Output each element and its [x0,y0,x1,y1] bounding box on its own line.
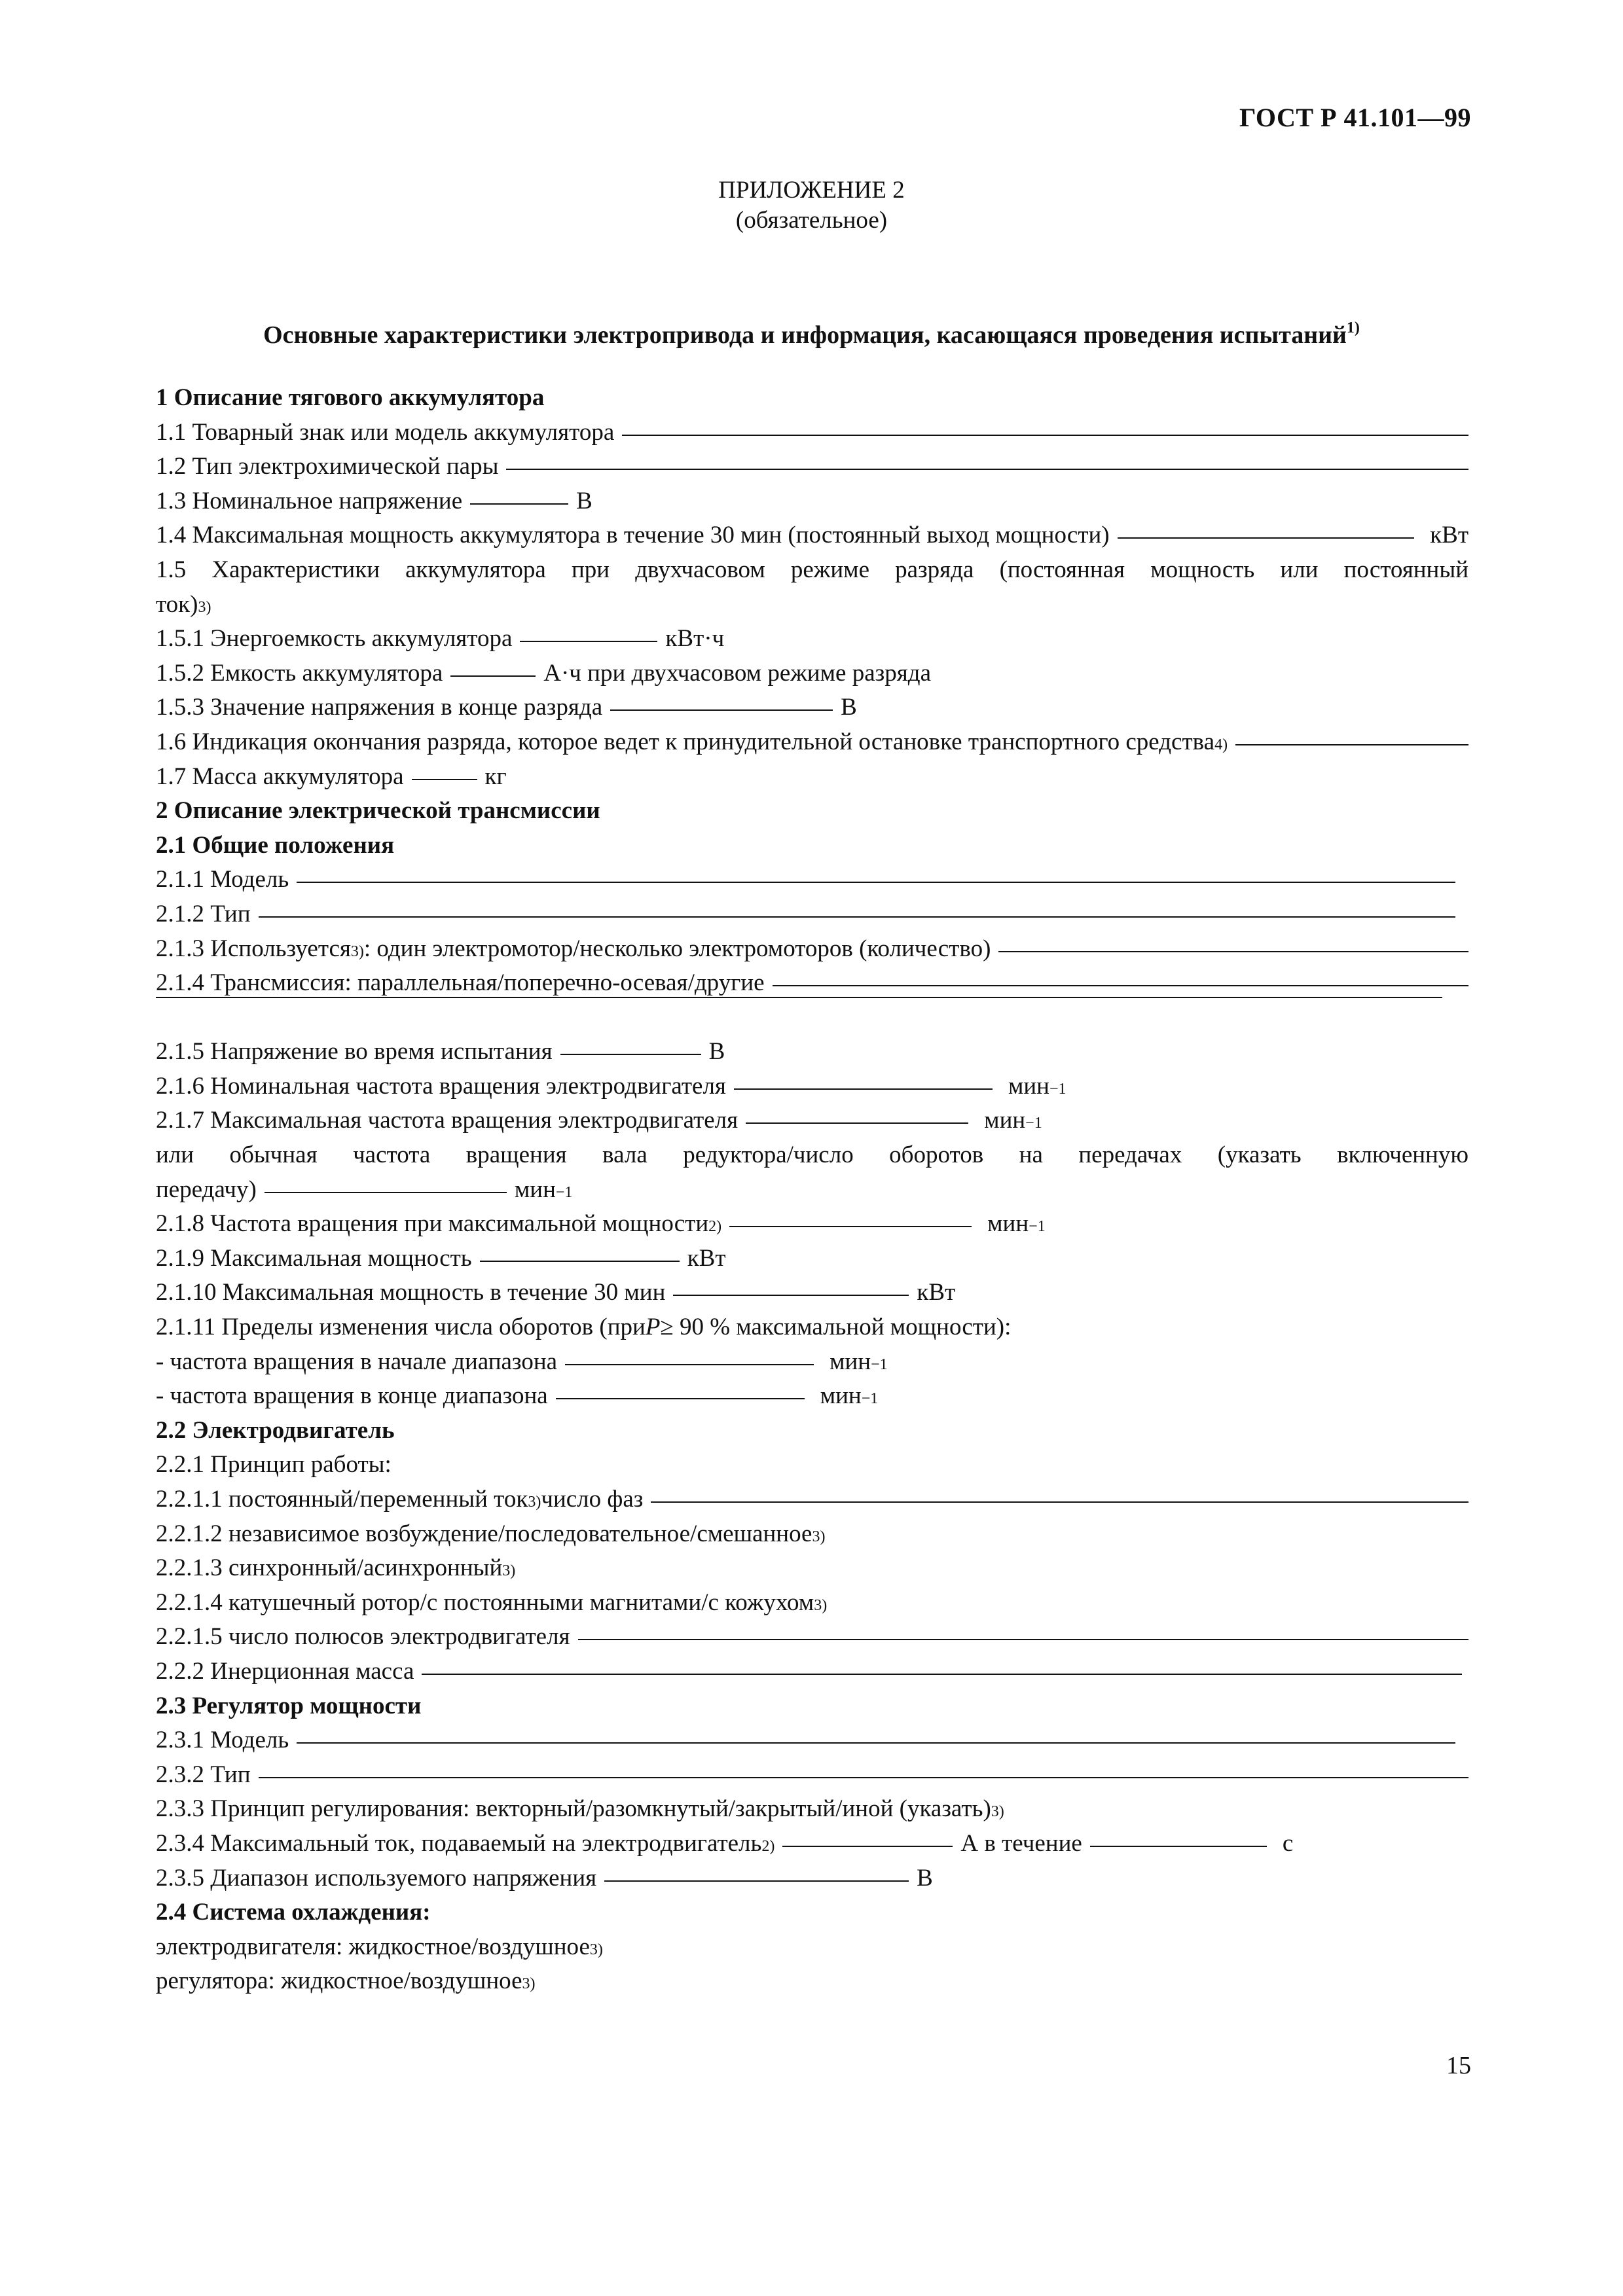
form-line: передачу) мин −1 [156,1173,1468,1208]
form-line: 2.3.4 Максимальный ток, подаваемый на электродвигатель 2) А в течение с [156,1827,1468,1861]
fill-in-field[interactable] [729,1226,972,1227]
field-label: число фаз [541,1486,644,1513]
form-line-justified: или обычная частота вращения вала редуктора/число оборотов на передачах (указать включенную [156,1141,1468,1169]
field-label: 1.5.1 Энергоемкость аккумулятора [156,625,513,653]
field-label: 2.1.1 Модель [156,866,289,893]
section-heading: 2 Описание электрической трансмиссии [156,797,600,825]
form-line [156,450,1468,484]
fill-in-field[interactable] [470,503,568,505]
form-line: 2.1.7 Максимальная частота вращения электродвигателя мин −1 [156,1103,1468,1138]
fill-in-field[interactable] [297,882,1455,883]
fill-in-field[interactable] [560,1054,701,1055]
fill-in-field[interactable] [480,1261,680,1262]
field-label: 2.1.2 Тип [156,900,251,927]
form-line [156,691,1468,725]
footnote-ref: 1) [1346,319,1360,336]
fill-in-field[interactable] [297,1742,1455,1744]
form-line [156,1758,1468,1793]
field-label: 1.3 Номинальное напряжение [156,487,463,514]
field-label: 2.1.11 Пределы изменения числа оборотов (при [156,1314,646,1341]
form-line: ток) 3) [156,588,1468,622]
appendix-label: ПРИЛОЖЕНИЕ 2 [718,177,905,204]
form-line [156,518,1468,553]
form-line: - частота вращения в конце диапазона мин −1 [156,1379,1468,1414]
fill-in-field[interactable] [1090,1846,1267,1847]
unit-label: мин [987,1210,1029,1238]
form-line: электродвигателя: жидкостное/воздушное 3) [156,1930,1468,1965]
field-label: 1.7 Масса аккумулятора [156,762,404,790]
fill-in-field[interactable] [998,951,1468,952]
unit-label: кг [484,762,507,790]
field-label: - частота вращения в начале диапазона [156,1348,558,1375]
document-title [0,321,1623,350]
fill-in-field[interactable] [1118,537,1415,539]
field-label: 2.2.1.1 постоянный/переменный ток [156,1486,528,1513]
form-line [156,416,1468,450]
field-label: - частота вращения в конце диапазона [156,1382,548,1410]
field-label: 2.2.1.3 синхронный/асинхронный [156,1554,503,1582]
field-label: 2.3.5 Диапазон используемого напряжения [156,1864,597,1892]
subsection-heading: 2.2 Электродвигатель [156,1416,395,1444]
form-line [156,1723,1455,1758]
form-content [156,381,1468,1999]
fill-in-field[interactable] [746,1122,968,1124]
unit-label: А в течение [960,1829,1082,1857]
field-label: 2.2.1.5 число полюсов электродвигателя [156,1623,570,1651]
fill-in-field[interactable] [520,641,657,642]
form-line [156,656,1468,691]
field-label: 1.2 Тип электрохимической пары [156,453,499,480]
form-line: - частота вращения в начале диапазона мин −1 [156,1345,1468,1380]
subsection-heading: 2.4 Система охлаждения: [156,1899,431,1926]
fill-in-field[interactable] [610,709,833,711]
fill-in-field[interactable] [422,1674,1462,1675]
field-label: 2.2.2 Инерционная масса [156,1657,414,1685]
field-label: ≥ 90 % максимальной мощности): [660,1314,1012,1341]
fill-in-field[interactable] [259,1777,1468,1778]
fill-in-field[interactable] [506,469,1468,470]
page-number: 15 [1446,2052,1471,2079]
unit-label: В [708,1038,725,1066]
unit-label: мин [984,1107,1026,1134]
form-line [156,1035,1468,1069]
form-line: 2.3.3 Принцип регулирования: векторный/разомкнутый/закрытый/иной (указать) 3) [156,1792,1468,1827]
unit-label: В [917,1864,933,1892]
appendix-heading [0,175,1623,236]
field-label: : один электромотор/несколько электромоторов (количество) [363,935,991,962]
field-label: 2.2.1.2 независимое возбуждение/последовательное/смешанное [156,1520,812,1547]
form-line: 2.1.8 Частота вращения при максимальной мощности 2) мин −1 [156,1207,1468,1242]
field-label: 2.1.5 Напряжение во время испытания [156,1038,553,1066]
form-line [156,1620,1468,1655]
field-label: 2.1.6 Номинальная частота вращения электродвигателя [156,1072,726,1100]
unit-label: мин [820,1382,862,1410]
field-label: 2.1.7 Максимальная частота вращения электродвигателя [156,1107,739,1134]
power-symbol: P [645,1314,661,1341]
section-heading: 1 Описание тягового аккумулятора [156,384,545,411]
appendix-status: (обязательное) [735,207,888,234]
fill-in-field[interactable] [782,1846,953,1847]
form-line [156,760,1468,795]
form-line: 1.6 Индикация окончания разряда, которое ведет к принудительной остановке транспортного средства 4) [156,725,1468,760]
field-label: 2.3.3 Принцип регулирования: векторный/разомкнутый/закрытый/иной (указать) [156,1795,991,1823]
form-line [156,1861,1468,1896]
fill-in-field[interactable] [556,1398,805,1399]
form-line [156,1001,1442,1035]
field-label: 2.3.4 Максимальный ток, подаваемый на электродвигатель [156,1829,762,1857]
field-label: 1.5.3 Значение напряжения в конце разряда [156,694,603,721]
form-line: 2.1.6 Номинальная частота вращения электродвигателя мин −1 [156,1069,1468,1104]
form-line-justified: 1.5 Характеристики аккумулятора при двухчасовом режиме разряда (постоянная мощность или постоянный [156,556,1468,583]
field-label: 1.5.2 Емкость аккумулятора [156,659,443,687]
form-line [156,1655,1462,1689]
form-line [156,1242,1468,1276]
field-label: электродвигателя: жидкостное/воздушное [156,1933,590,1960]
field-label: 2.2.1.4 катушечный ротор/с постоянными магнитами/с кожухом [156,1588,814,1616]
unit-label: кВт [1430,522,1468,549]
fill-in-field[interactable] [156,997,1442,998]
unit-label: В [841,694,857,721]
form-line: 2.1.3 Используется 3) : один электромотор/несколько электромоторов (количество) [156,932,1468,967]
field-label: 1.4 Максимальная мощность аккумулятора в течение 30 мин (постоянный выход мощности) [156,522,1110,549]
unit-label: кВт [917,1279,956,1306]
unit-label: кВт·ч [665,625,725,653]
fill-in-field[interactable] [773,985,1468,986]
unit-label: с [1282,1829,1294,1857]
fill-in-field[interactable] [734,1088,993,1090]
form-line: 2.2.1 Принцип работы: [156,1451,392,1479]
fill-in-field[interactable] [450,675,536,677]
form-line [156,484,1468,519]
form-line: регулятора: жидкостное/воздушное 3) [156,1964,1468,1999]
fill-in-field[interactable] [412,779,477,780]
form-line [156,966,1468,1001]
unit-label: мин [830,1348,871,1375]
form-line: 2.2.1.1 постоянный/переменный ток 3) число фаз [156,1482,1468,1517]
field-label: 2.1.9 Максимальная мощность [156,1244,472,1272]
field-label: ток) [156,590,198,618]
unit-label: А·ч при двухчасовом режиме разряда [543,659,931,687]
field-label: 2.3.2 Тип [156,1761,251,1788]
unit-label: кВт [687,1244,726,1272]
subsection-heading: 2.3 Регулятор мощности [156,1692,422,1719]
field-label: регулятора: жидкостное/воздушное [156,1967,522,1995]
fill-in-field[interactable] [651,1501,1468,1503]
field-label: передачу) [156,1175,257,1203]
fill-in-field[interactable] [578,1639,1468,1640]
form-line [156,863,1455,897]
form-line [156,897,1455,932]
fill-in-field[interactable] [565,1364,814,1365]
unit-label: мин [1008,1072,1049,1100]
field-label: 2.1.4 Трансмиссия: параллельная/поперечно-осевая/другие [156,969,765,997]
unit-label: В [576,487,593,514]
field-label: 1.1 Товарный знак или модель аккумулятора [156,418,615,446]
field-label: 2.1.3 Используется [156,935,351,962]
document-title-text: Основные характеристики электропривода и информация, касающаяся проведения испытаний [263,321,1347,349]
field-label: 2.1.10 Максимальная мощность в течение 30 мин [156,1279,666,1306]
fill-in-field[interactable] [622,435,1468,436]
form-line [156,1276,1468,1310]
form-line: 2.2.1.3 синхронный/асинхронный 3) [156,1551,1468,1586]
fill-in-field[interactable] [259,916,1455,918]
field-label: 1.6 Индикация окончания разряда, которое ведет к принудительной остановке транспортного средства [156,728,1215,755]
subsection-heading: 2.1 Общие положения [156,831,395,859]
field-label: 2.1.8 Частота вращения при максимальной мощности [156,1210,709,1238]
fill-in-field[interactable] [673,1295,909,1296]
field-label: 2.3.1 Модель [156,1727,289,1754]
fill-in-field[interactable] [1235,744,1468,745]
form-line: 2.2.1.2 независимое возбуждение/последовательное/смешанное 3) [156,1517,1468,1552]
standard-number: ГОСТ Р 41.101—99 [1239,103,1471,132]
fill-in-field[interactable] [264,1192,507,1193]
unit-label: мин [514,1175,556,1203]
form-line: 2.2.1.4 катушечный ротор/с постоянными магнитами/с кожухом 3) [156,1586,1468,1621]
form-line [156,622,1468,656]
form-line [156,1310,1468,1345]
fill-in-field[interactable] [604,1880,909,1882]
